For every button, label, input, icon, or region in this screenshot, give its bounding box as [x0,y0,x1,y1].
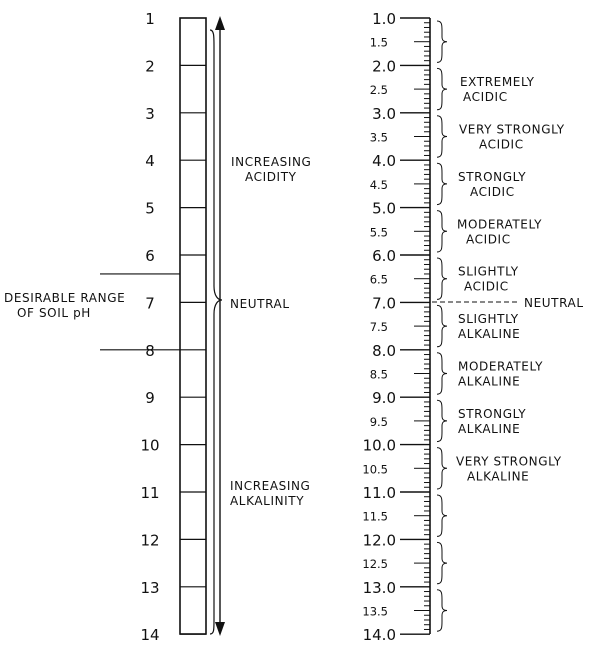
ruler-minor-label: 2.5 [369,83,388,98]
class-brace [437,68,447,109]
ruler-ticks [400,18,430,634]
left-scale-value: 5 [145,199,155,218]
ruler-major-label: 1.0 [372,10,396,28]
class-brace [437,21,447,62]
class-label-line2: ALKALINE [458,374,521,389]
left-scale-value: 4 [145,152,155,171]
class-label-line2: ACIDIC [470,184,515,199]
increasing-acidity-line1: INCREASING [231,155,312,169]
desirable-range-line1: DESIRABLE RANGE [4,291,126,305]
left-scale-value: 12 [140,531,160,550]
increasing-alkalinity-line2: ALKALINITY [230,494,305,508]
class-label-line1: STRONGLY [458,406,527,421]
class-label-line1: STRONGLY [458,169,527,184]
class-label-line2: ACIDIC [479,137,524,152]
left-scale-numbers [140,10,159,644]
left-scale-value: 8 [145,341,155,360]
left-scale-value: 9 [145,389,155,408]
ruler-major-label: 6.0 [372,247,396,265]
class-label-line2: ALKALINE [467,469,530,484]
class-brace [437,542,447,583]
class-label-line1: EXTREMELY [460,75,535,90]
left-scale-value: 3 [145,104,155,123]
increasing-acidity-line2: ACIDITY [245,170,297,184]
class-label-line1: VERY STRONGLY [456,454,562,469]
ruler-major-label: 9.0 [372,389,396,408]
increasing-alkalinity-line1: INCREASING [230,479,311,493]
left-scale-value: 13 [140,578,160,597]
ruler-minor-label: 10.5 [362,462,388,477]
class-label-line1: MODERATELY [457,217,543,232]
class-brace [437,448,447,489]
left-scale-value: 2 [145,57,155,76]
left-scale-value: 10 [140,436,160,455]
ruler-major-label: 4.0 [372,152,396,171]
ruler-minor-label: 6.5 [369,272,388,287]
ruler-major-label: 11.0 [362,484,396,502]
left-scale-value: 1 [145,10,155,28]
left-scale-cells [180,65,206,634]
class-label-line1: SLIGHTLY [458,264,519,279]
class-brace [437,211,447,252]
left-scale-column [180,18,206,634]
left-scale-value: 6 [145,247,155,265]
class-label-line1: VERY STRONGLY [459,122,565,137]
class-label-line2: ACIDIC [466,232,511,247]
class-labels [456,75,565,483]
class-label-line2: ALKALINE [458,421,521,436]
neutral-label-left: NEUTRAL [230,297,290,311]
class-brace [437,163,447,204]
class-label-line1: MODERATELY [458,359,544,374]
left-scale-value: 14 [140,626,160,645]
class-brace [437,116,447,157]
ruler-major-label: 3.0 [372,104,396,123]
ruler-minor-label: 5.5 [369,225,388,240]
ruler-minor-label: 7.5 [369,320,388,335]
ruler-minor-label: 8.5 [369,367,388,382]
ruler-labels [362,10,396,644]
desirable-range-line2: OF SOIL pH [17,306,91,320]
ruler-minor-label: 9.5 [369,414,388,429]
ruler-minor-label: 12.5 [362,557,388,572]
ruler-minor-label: 11.5 [362,509,388,524]
ruler-major-label: 12.0 [362,531,396,550]
ruler-major-label: 2.0 [372,57,396,76]
ruler-major-label: 5.0 [372,199,396,218]
ruler-minor-label: 1.5 [369,35,388,50]
ruler-minor-label: 3.5 [369,130,388,145]
neutral-label-right: NEUTRAL [524,296,584,310]
class-label-line1: SLIGHTLY [458,312,519,327]
class-brace [437,400,447,441]
class-brace [437,495,447,536]
ruler-minor-label: 4.5 [369,177,388,192]
left-scale-value: 7 [145,294,155,313]
ruler-major-label: 13.0 [362,578,396,597]
arrow-up-icon [215,16,225,30]
class-label-line2: ACIDIC [464,279,509,294]
class-label-line2: ACIDIC [463,90,508,105]
class-braces [437,21,447,631]
class-label-line2: ALKALINE [458,327,521,342]
class-brace [437,590,447,631]
class-brace [437,305,447,346]
class-brace [437,353,447,394]
ruler-minor-label: 13.5 [362,604,388,619]
class-brace [437,258,447,299]
ruler-major-label: 10.0 [362,436,396,455]
ruler-major-label: 8.0 [372,341,396,360]
ruler-major-label: 14.0 [362,626,396,645]
ruler-major-label: 7.0 [372,294,396,313]
arrow-down-icon [215,622,225,636]
left-scale-value: 11 [140,484,160,502]
